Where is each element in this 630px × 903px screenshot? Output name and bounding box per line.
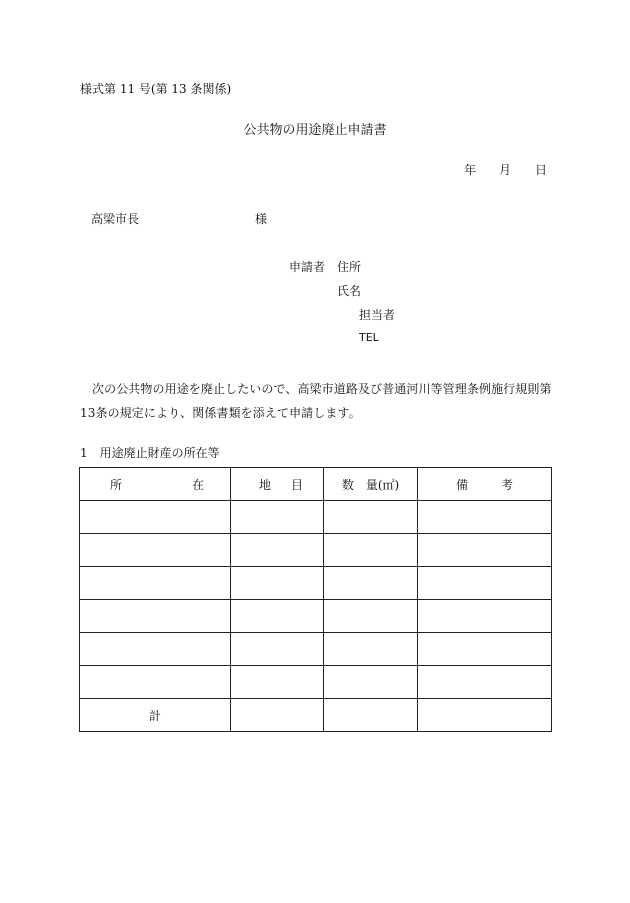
table-total-row — [80, 699, 552, 732]
total-label: 計 — [80, 699, 231, 732]
header-remarks-char-2: 考 — [500, 477, 513, 492]
cell-location[interactable] — [80, 501, 231, 534]
cell-quantity[interactable] — [324, 633, 418, 666]
table-header-row — [80, 468, 552, 501]
cell-location[interactable] — [80, 534, 231, 567]
cell-land-category[interactable] — [231, 633, 324, 666]
addressee-name: 高梁市長 — [91, 212, 140, 226]
body-text-content: 次の公共物の用途を廃止したいので、高梁市道路及び普通河川等管理条例施行規則第13条の規定により、関係書類を添えて申請します。 — [80, 382, 552, 420]
date-year-label: 年 — [464, 163, 477, 177]
cell-quantity[interactable] — [324, 567, 418, 600]
cell-land-category[interactable] — [231, 666, 324, 699]
document-title: 公共物の用途廃止申請書 — [243, 123, 387, 138]
applicant-name-label: 氏名 — [337, 284, 362, 298]
cell-land-category[interactable] — [231, 534, 324, 567]
header-land-char-1: 地 — [259, 477, 272, 492]
section-heading: 1 用途廃止財産の所在等 — [80, 446, 220, 460]
header-remarks — [418, 468, 552, 501]
header-remarks-char-1: 備 — [456, 477, 469, 492]
application-body-text — [80, 377, 554, 425]
property-table — [79, 467, 552, 732]
table-row — [80, 534, 552, 567]
applicant-contact-label: 担当者 — [359, 308, 396, 322]
cell-quantity[interactable] — [324, 600, 418, 633]
table-row — [80, 567, 552, 600]
applicant-tel-label: TEL — [359, 331, 379, 344]
cell-remarks[interactable] — [418, 633, 552, 666]
header-land-category — [231, 468, 324, 501]
applicant-address-label: 住所 — [337, 260, 362, 274]
cell-land-category[interactable] — [231, 600, 324, 633]
total-land-category[interactable] — [231, 699, 324, 732]
table-row — [80, 501, 552, 534]
addressee-honorific: 様 — [255, 212, 268, 226]
cell-location[interactable] — [80, 666, 231, 699]
table-row — [80, 633, 552, 666]
date-day-label: 日 — [535, 163, 548, 177]
cell-land-category[interactable] — [231, 567, 324, 600]
total-remarks[interactable] — [418, 699, 552, 732]
cell-location[interactable] — [80, 567, 231, 600]
header-location-char-1: 所 — [110, 477, 123, 492]
cell-quantity[interactable] — [324, 534, 418, 567]
table-row — [80, 666, 552, 699]
cell-land-category[interactable] — [231, 501, 324, 534]
cell-quantity[interactable] — [324, 666, 418, 699]
header-location — [80, 468, 231, 501]
header-location-char-2: 在 — [191, 477, 204, 492]
form-number: 様式第 11 号(第 13 条関係) — [80, 82, 232, 96]
cell-remarks[interactable] — [418, 600, 552, 633]
total-quantity[interactable] — [324, 699, 418, 732]
date-month-label: 月 — [499, 163, 512, 177]
applicant-label: 申請者 — [289, 260, 326, 274]
cell-remarks[interactable] — [418, 567, 552, 600]
cell-quantity[interactable] — [324, 501, 418, 534]
cell-remarks[interactable] — [418, 501, 552, 534]
cell-location[interactable] — [80, 600, 231, 633]
cell-remarks[interactable] — [418, 666, 552, 699]
header-land-char-2: 目 — [290, 477, 303, 492]
cell-location[interactable] — [80, 633, 231, 666]
cell-remarks[interactable] — [418, 534, 552, 567]
header-quantity: 数 量(㎡) — [324, 468, 418, 501]
table-row — [80, 600, 552, 633]
